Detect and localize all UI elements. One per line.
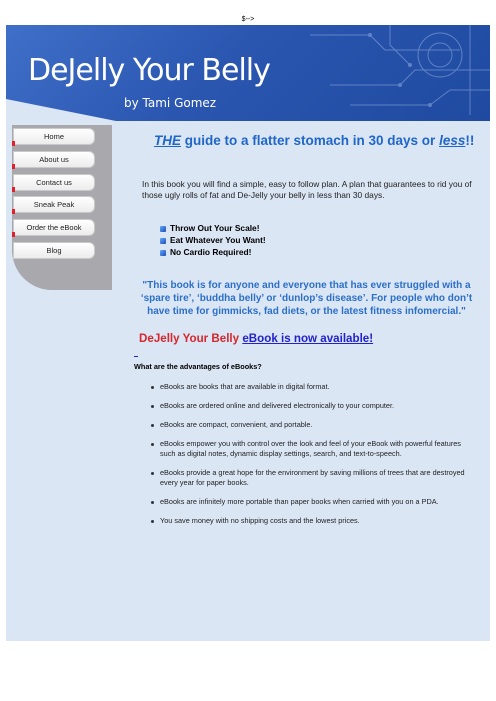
stray-text: $--> xyxy=(241,16,255,23)
nav-item-sneak-peak[interactable] xyxy=(13,196,95,213)
nav-item-blog[interactable] xyxy=(13,242,95,259)
nav-item-label: Sneak Peak xyxy=(33,200,75,210)
headline-end: !! xyxy=(465,133,475,148)
list-item: eBooks are compact, convenient, and portable. xyxy=(150,420,478,430)
bullet-text: Eat Whatever You Want! xyxy=(170,235,266,245)
list-item: You save money with no shipping costs and the lowest prices. xyxy=(150,516,478,526)
blue-bullet-icon xyxy=(160,226,166,232)
nav-item-label: Contact us xyxy=(36,177,72,187)
advantages-list xyxy=(150,382,478,535)
blue-bullet-icon xyxy=(160,250,166,256)
headline-emphasis-the: THE xyxy=(154,133,181,148)
blue-bullet-icon xyxy=(160,238,166,244)
feature-bullets xyxy=(160,222,266,258)
list-item xyxy=(160,234,266,246)
stray-link-mark[interactable] xyxy=(134,356,138,357)
nav-item-label: Home xyxy=(43,132,64,141)
nav-notch xyxy=(12,187,15,192)
nav-item-contact-us[interactable] xyxy=(13,174,95,191)
nav-item-label: Blog xyxy=(46,245,62,255)
page-container xyxy=(6,25,490,641)
nav-item-home[interactable] xyxy=(13,128,95,145)
nav-notch xyxy=(12,232,15,237)
nav-item-about-us[interactable] xyxy=(13,151,95,168)
banner-wedge xyxy=(6,99,490,121)
bullet-text: Throw Out Your Scale! xyxy=(170,223,260,233)
nav-notch xyxy=(12,164,15,169)
author-byline: by Tami Gomez xyxy=(124,96,217,110)
intro-paragraph: In this book you will find a simple, easy to follow plan. A plan that guarantees to rid you of those ugly rolls of fat and De-Jelly your belly in less than 30 days. xyxy=(142,179,472,200)
sidebar-nav xyxy=(13,128,99,265)
header-banner xyxy=(6,25,490,121)
headline-emphasis-less: less xyxy=(439,133,466,148)
nav-notch xyxy=(12,209,15,214)
bullet-text: No Cardio Required! xyxy=(170,247,252,257)
nav-item-order-ebook[interactable] xyxy=(13,219,95,236)
list-item: eBooks are infinitely more portable than paper books when carried with you on a PDA. xyxy=(150,497,478,507)
nav-notch xyxy=(12,141,15,146)
ebook-available-link[interactable]: eBook is now available! xyxy=(242,332,374,345)
list-item: eBooks are books that are available in digital format. xyxy=(150,382,478,392)
availability-brand: DeJelly Your Belly xyxy=(139,332,243,345)
list-item: eBooks are ordered online and delivered electronically to your computer. xyxy=(150,401,478,411)
page-headline xyxy=(154,133,474,148)
headline-middle: guide to a flatter stomach in 30 days or xyxy=(181,133,440,148)
nav-item-label: About us xyxy=(39,154,69,164)
list-item: eBooks provide a great hope for the environment by saving millions of trees that are destroyed every year for paper books. xyxy=(150,468,478,488)
site-title: DeJelly Your Belly xyxy=(28,53,270,88)
testimonial-quote: "This book is for anyone and everyone that has ever struggled with a ‘spare tire’, ‘buddha belly’ or ‘dunlop’s disease’. For people who don’t have time for gimmicks, fad diets, or the latest fitness infomercial." xyxy=(140,280,473,317)
availability-line xyxy=(139,332,373,345)
list-item: eBooks empower you with control over the look and feel of your eBook with powerful features such as digital notes, dynamic display settings, search, and text-to-speech. xyxy=(150,439,478,459)
nav-item-label: Order the eBook xyxy=(26,223,82,233)
advantages-heading: What are the advantages of eBooks? xyxy=(134,362,262,371)
list-item xyxy=(160,222,266,234)
list-item xyxy=(160,246,266,258)
